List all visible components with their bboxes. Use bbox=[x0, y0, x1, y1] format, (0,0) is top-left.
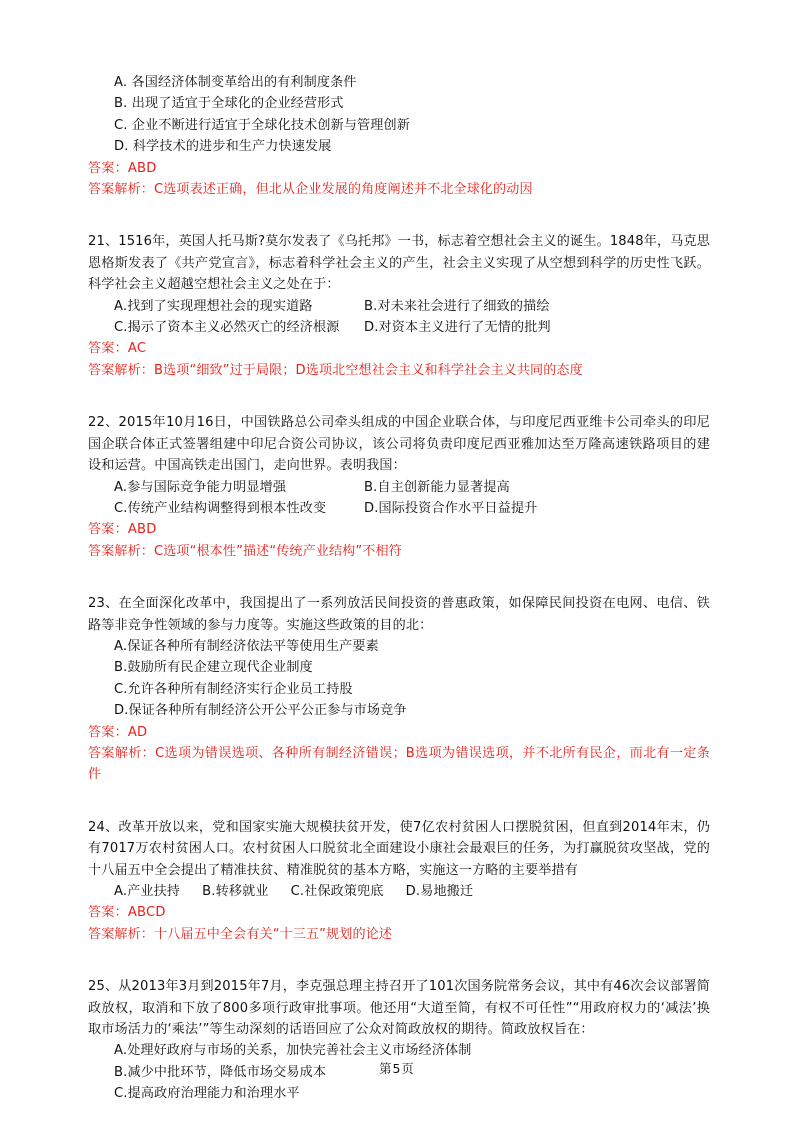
option-item: A.参与国际竞争能力明显增强 bbox=[114, 479, 287, 495]
option-item: C.提高政府治理能力和治理水平 bbox=[114, 1086, 300, 1102]
answer-value: ABCD bbox=[127, 905, 166, 921]
answer-label: 答案： bbox=[88, 522, 128, 538]
analysis-text: B选项“细致”过于局限；D选项北空想社会主义和科学社会主义共同的态度 bbox=[153, 362, 583, 378]
option-row bbox=[114, 317, 710, 338]
question-stem: 24、改革开放以来，党和国家实施大规模扶贫开发，使7亿农村贫困人口摆脱贫困，但直到2014年末，仍有7017万农村贫困人口。农村贫困人口脱贫北全面建设小康社会最艰巨的任务，为打赢脱贫攻坚战，党的十八届五中全会提出了精准扶贫、精准脱贫的基本方略，实施这一方略的主要举措有 bbox=[88, 819, 710, 878]
analysis-label: 答案解析： bbox=[88, 543, 154, 559]
answer-value: ABD bbox=[127, 160, 157, 176]
question-23 bbox=[88, 593, 710, 786]
block-spacer bbox=[88, 962, 710, 976]
option-item: C.社保政策兜底 bbox=[290, 884, 384, 899]
answer-line bbox=[88, 519, 710, 540]
option-item: D.保证各种所有制经济公开公平公正参与市场竞争 bbox=[114, 703, 407, 719]
option-item: B. 出现了适宜于全球化的企业经营形式 bbox=[114, 96, 344, 112]
analysis-text: C选项表述正确，但北从企业发展的角度阐述并不北全球化的动因 bbox=[153, 182, 533, 198]
option-item: D.易地搬迁 bbox=[405, 884, 474, 899]
page-footer: 第5页 bbox=[379, 1061, 415, 1076]
option-item: B.鼓励所有民企建立现代企业制度 bbox=[114, 660, 313, 676]
analysis-text: C选项“根本性”描述“传统产业结构”不相符 bbox=[153, 543, 402, 559]
question-stem: 25、从2013年3月到2015年7月，李克强总理主持召开了101次国务院常务会议，其中有46次会议部署简政放权，取消和下放了800多项行政审批事项。他还用“大道至简，有权不可任性”“用政府权力的‘减法’换取市场活力的‘乘法’”等生动深刻的话语回应了公众对简政放权的期待。简政放权旨在： bbox=[88, 979, 710, 1038]
analysis-line bbox=[88, 743, 710, 786]
analysis-line bbox=[88, 924, 710, 945]
analysis-line bbox=[88, 179, 710, 200]
option-item: A.找到了实现理想社会的现实道路 bbox=[114, 298, 313, 314]
option-item: C.揭示了资本主义必然灭亡的经济根源 bbox=[114, 320, 340, 336]
option-item: C.传统产业结构调整得到根本性改变 bbox=[114, 500, 327, 516]
block-spacer bbox=[88, 398, 710, 412]
answer-line bbox=[88, 902, 710, 923]
option-group bbox=[88, 477, 710, 520]
block-spacer bbox=[88, 579, 710, 593]
option-item: A. 各国经济体制变革给出的有利制度条件 bbox=[114, 75, 357, 90]
analysis-text: C选项为错误选项、各种所有制经济错误；B选项为错误选项，并不北所有民企，而北有一定条件 bbox=[88, 745, 710, 783]
option-group bbox=[88, 296, 710, 339]
option-item: B.转移就业 bbox=[202, 884, 269, 899]
option-row bbox=[114, 498, 710, 519]
analysis-label: 答案解析： bbox=[88, 362, 154, 378]
answer-line bbox=[88, 158, 710, 179]
option-row bbox=[114, 477, 710, 498]
block-spacer bbox=[88, 217, 710, 231]
option-item: B.减少中批环节，降低市场交易成本 bbox=[114, 1064, 327, 1080]
option-item: C. 企业不断进行适宜于全球化技术创新与管理创新 bbox=[114, 117, 411, 133]
option-item: A.产业扶持 bbox=[114, 884, 181, 899]
answer-value: ABD bbox=[127, 522, 157, 538]
block-spacer bbox=[88, 803, 710, 817]
option-item: A.处理好政府与市场的关系，加快完善社会主义市场经济体制 bbox=[114, 1043, 472, 1059]
option-item: A.保证各种所有制经济依法平等使用生产要素 bbox=[114, 638, 379, 654]
question-stem: 21、1516年，英国人托马斯?莫尔发表了《乌托邦》一书，标志着空想社会主义的诞生。1848年，马克思恩格斯发表了《共产党宣言》，标志着科学社会主义的产生，社会主义实现了从空想到科学的历史性飞跃。科学社会主义超越空想社会主义之处在于： bbox=[88, 234, 710, 293]
option-item: D. 科学技术的进步和生产力快速发展 bbox=[114, 139, 332, 155]
option-group bbox=[88, 881, 710, 902]
analysis-label: 答案解析： bbox=[88, 926, 154, 942]
option-row bbox=[114, 296, 710, 317]
question-22 bbox=[88, 412, 710, 562]
answer-value: AD bbox=[127, 724, 148, 740]
analysis-text: 十八届五中全会有关“十三五”规划的论述 bbox=[153, 926, 393, 942]
answer-line bbox=[88, 722, 710, 743]
document-body bbox=[88, 72, 710, 1105]
option-item: D.对资本主义进行了无情的批判 bbox=[364, 320, 551, 336]
option-item: B.对未来社会进行了细致的描绘 bbox=[364, 298, 550, 314]
analysis-line bbox=[88, 541, 710, 562]
answer-label: 答案： bbox=[88, 341, 128, 357]
answer-line bbox=[88, 338, 710, 359]
question-24 bbox=[88, 817, 710, 945]
question-21 bbox=[88, 231, 710, 381]
question-fragment-top bbox=[88, 72, 710, 200]
option-item: B.自主创新能力显著提高 bbox=[364, 479, 510, 495]
analysis-label: 答案解析： bbox=[88, 182, 154, 198]
answer-value: AC bbox=[127, 341, 147, 357]
answer-label: 答案： bbox=[88, 905, 128, 921]
option-item: C.允许各种所有制经济实行企业员工持股 bbox=[114, 681, 353, 697]
question-25 bbox=[88, 976, 710, 1104]
analysis-line bbox=[88, 360, 710, 381]
question-stem: 23、在全面深化改革中，我国提出了一系列放活民间投资的普惠政策，如保障民间投资在电网、电信、铁路等非竞争性领域的参与力度等。实施这些政策的目的北： bbox=[88, 596, 710, 633]
analysis-label: 答案解析： bbox=[88, 745, 156, 761]
option-item: D.国际投资合作水平日益提升 bbox=[364, 500, 538, 516]
question-stem: 22、2015年10月16日，中国铁路总公司牵头组成的中国企业联合体，与印度尼西亚维卡公司牵头的印尼国企联合体正式签署组建中印尼合资公司协议，该公司将负责印度尼西亚雅加达至万隆高速铁路项目的建设和运营。中国高铁走出国门，走向世界。表明我国： bbox=[88, 415, 710, 474]
answer-label: 答案： bbox=[88, 724, 128, 740]
answer-label: 答案： bbox=[88, 160, 128, 176]
